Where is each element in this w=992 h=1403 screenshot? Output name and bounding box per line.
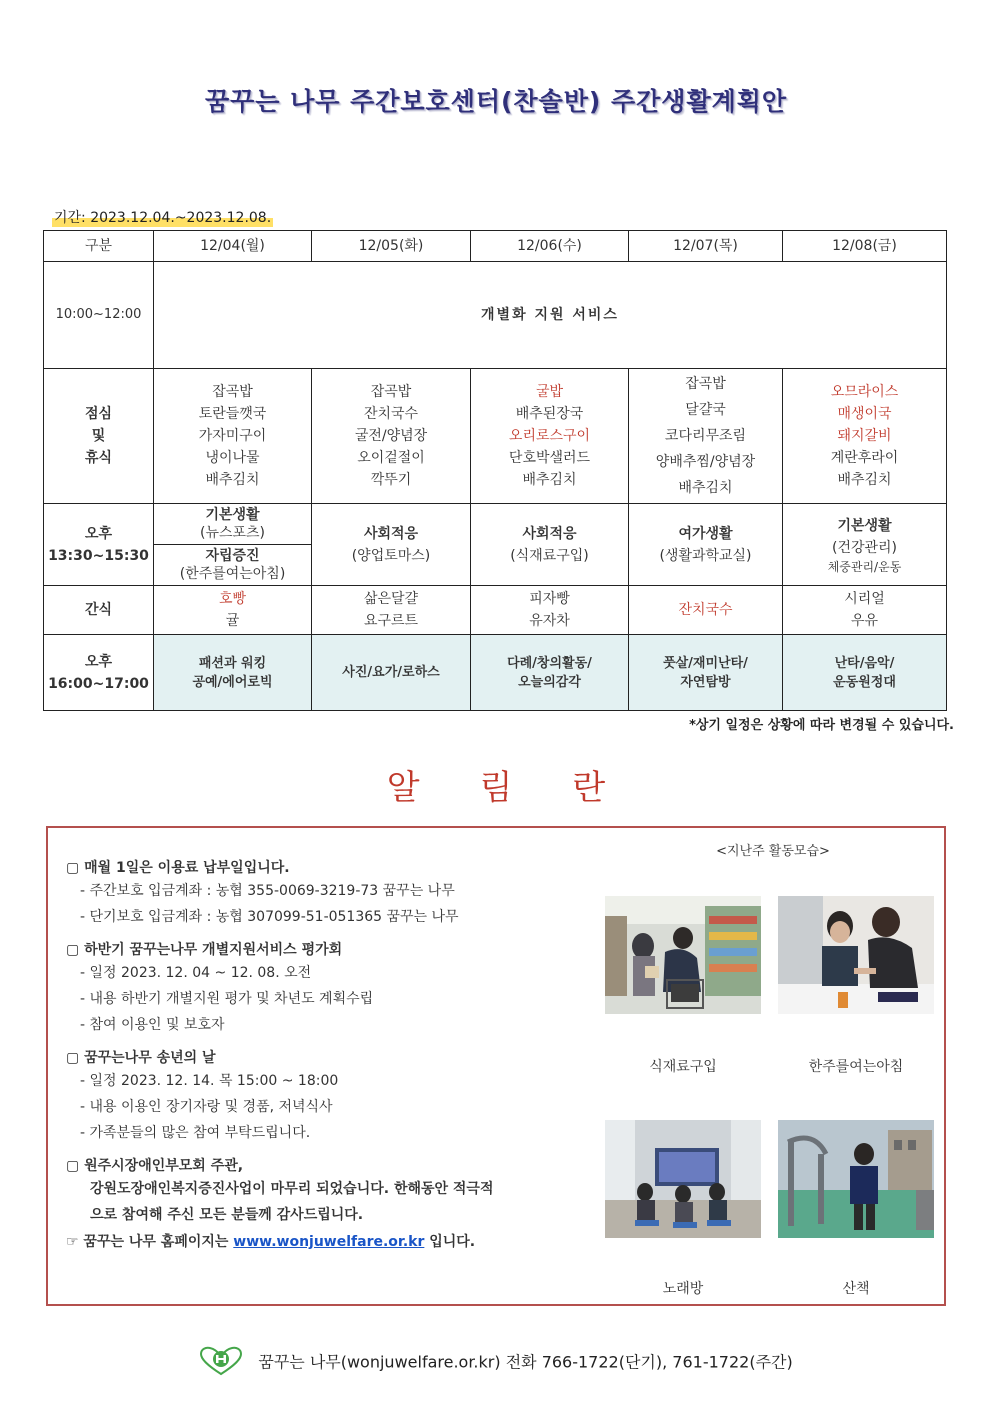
late-activity: 다례/창의활동/ 오늘의감각 [471, 635, 629, 711]
photo-morning [778, 896, 934, 1014]
afternoon-wed: 사회적응 (식재료구입) [471, 504, 629, 586]
photo-grocery [605, 896, 761, 1014]
morning-time: 10:00~12:00 [44, 262, 154, 369]
notice-item: - 내용 하반기 개별지원 평가 및 차년도 계획수립 [80, 991, 374, 1007]
late-activity: 풋살/재미난타/ 자연탐방 [629, 635, 783, 711]
afternoon-thu: 여가생활 (생활과학교실) [629, 504, 783, 586]
lunch-row [44, 369, 947, 504]
notice-item: - 참여 이용인 및 보호자 [80, 1017, 225, 1033]
lunch-menu: 잡곡밥 달걀국 코다리무조림 양배추찜/양념장 배추김치 [629, 369, 783, 504]
photo-caption: 산책 [842, 1281, 870, 1297]
afternoon-label: 오후 13:30~15:30 [44, 504, 154, 586]
lunch-menu: 잡곡밥 토란들깻국 가자미구이 냉이나물 배추김치 [154, 369, 312, 504]
late-afternoon-row [44, 635, 947, 711]
snack-item: 잔치국수 [629, 586, 783, 635]
notice-item: - 주간보호 입금계좌 : 농협 355-0069-3219-73 꿈꾸는 나무 [80, 883, 455, 899]
lunch-menu: 오므라이스 매생이국 돼지갈비 계란후라이 배추김치 [783, 369, 947, 504]
photo-caption: 한주를여는아침 [808, 1059, 904, 1075]
notice-paragraph: 강원도장애인복지증진사업이 마무리 되었습니다. 한해동안 적극적 [90, 1181, 494, 1197]
notice-item: - 가족분들의 많은 참여 부탁드립니다. [80, 1125, 311, 1141]
table-header-row [44, 231, 947, 262]
page-title: 꿈꾸는 나무 주간보호센터(찬솔반) 주간생활계획안 [204, 87, 788, 116]
snack-item: 삶은달걀 요구르트 [312, 586, 471, 635]
photo-caption: 식재료구입 [649, 1059, 717, 1075]
late-label: 오후 16:00~17:00 [44, 635, 154, 711]
morning-row [44, 262, 947, 369]
heart-logo-icon [199, 1346, 243, 1380]
snack-item: 피자빵 유자차 [471, 586, 629, 635]
notice-box [46, 826, 946, 1306]
footer [0, 1346, 992, 1380]
header-day: 12/07(목) [629, 231, 783, 262]
homepage-line: ☞ 꿈꾸는 나무 홈페이지는 www.wonjuwelfare.or.kr 입니다. [66, 1234, 476, 1250]
notice-heading: ▢ 하반기 꿈꾸는나무 개별지원서비스 평가회 [66, 942, 343, 958]
photo-walk [778, 1120, 934, 1238]
lunch-menu: 굴밥 배추된장국 오리로스구이 단호박샐러드 배추김치 [471, 369, 629, 504]
snack-item: 시리얼 우유 [783, 586, 947, 635]
snack-item: 호빵 귤 [154, 586, 312, 635]
notice-item: - 내용 이용인 장기자랑 및 경품, 저녁식사 [80, 1099, 333, 1115]
lunch-label: 점심 및 휴식 [44, 369, 154, 504]
photo-caption: 노래방 [662, 1281, 704, 1297]
header-day: 12/04(월) [154, 231, 312, 262]
notice-list [66, 858, 606, 1252]
afternoon-tue: 사회적응 (양업토마스) [312, 504, 471, 586]
afternoon-row [44, 504, 947, 586]
header-day: 12/06(수) [471, 231, 629, 262]
notice-item: - 일정 2023. 12. 14. 목 15:00 ~ 18:00 [80, 1073, 339, 1089]
afternoon-fri: 기본생활 (건강관리) 체중관리/운동 [783, 504, 947, 586]
notice-paragraph: 으로 참여해 주신 모든 분들께 감사드립니다. [90, 1207, 364, 1223]
homepage-link[interactable]: www.wonjuwelfare.or.kr [233, 1234, 425, 1250]
header-label: 구분 [44, 231, 154, 262]
notice-item: - 일정 2023. 12. 04 ~ 12. 08. 오전 [80, 965, 312, 981]
photo-karaoke [605, 1120, 761, 1238]
notice-item: - 단기보호 입금계좌 : 농협 307099-51-051365 꿈꾸는 나무 [80, 909, 459, 925]
snack-row [44, 586, 947, 635]
period-label: 기간: 2023.12.04.~2023.12.08. [52, 207, 273, 227]
snack-label: 간식 [44, 586, 154, 635]
notice-heading: ▢ 꿈꾸는나무 송년의 날 [66, 1050, 216, 1066]
lunch-menu: 잡곡밥 잔치국수 굴전/양념장 오이겉절이 깍뚜기 [312, 369, 471, 504]
late-activity: 사진/요가/로하스 [312, 635, 471, 711]
late-activity: 난타/음악/ 운동원정대 [783, 635, 947, 711]
late-activity: 패션과 워킹 공예/에어로빅 [154, 635, 312, 711]
footer-text: 꿈꾸는 나무(wonjuwelfare.or.kr) 전화 766-1722(단기), 761-1722(주간) [258, 1352, 793, 1372]
photos-caption: <지난주 활동모습> [716, 844, 830, 859]
afternoon-mon: 기본생활 (뉴스포츠) 자립증진 (한주를여는아침) [154, 504, 312, 586]
notice-heading: ▢ 원주시장애인부모회 주관, [66, 1158, 244, 1174]
header-day: 12/05(화) [312, 231, 471, 262]
change-note: *상기 일정은 상황에 따라 변경될 수 있습니다. [689, 718, 954, 733]
notice-heading: ▢ 매월 1일은 이용료 납부일입니다. [66, 860, 290, 876]
header-day: 12/08(금) [783, 231, 947, 262]
morning-activity: 개별화 지원 서비스 [154, 262, 947, 369]
activity-photos [600, 828, 946, 1304]
weekly-schedule-table [43, 230, 947, 711]
notice-title: 알림란 [386, 768, 666, 808]
